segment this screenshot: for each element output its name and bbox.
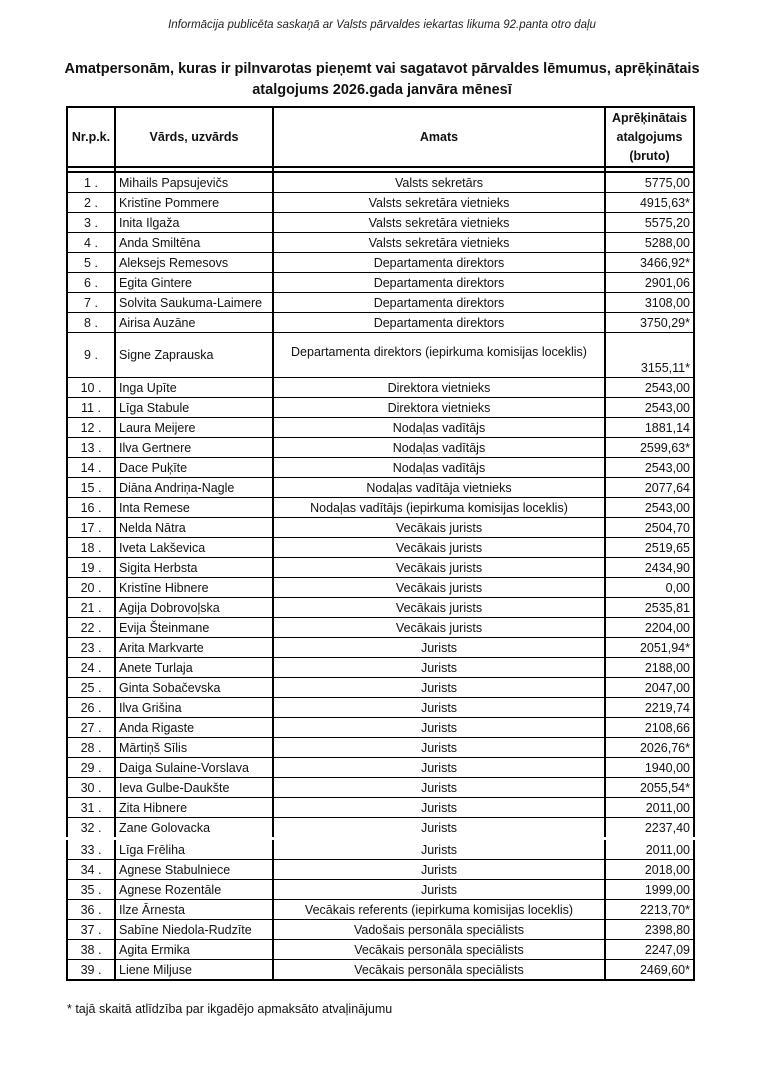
row-name: Inga Upīte <box>115 378 273 398</box>
header-position: Amats <box>273 107 605 167</box>
row-name: Līga Stabule <box>115 398 273 418</box>
row-name: Evija Šteinmane <box>115 618 273 638</box>
row-number: 13 . <box>67 438 115 458</box>
row-number: 21 . <box>67 598 115 618</box>
row-salary: 1881,14 <box>605 418 694 438</box>
row-number: 31 . <box>67 798 115 818</box>
row-salary: 3466,92* <box>605 253 694 273</box>
row-position: Departamenta direktors (iepirkuma komisijas loceklis) <box>273 333 605 378</box>
row-position: Jurists <box>273 818 605 839</box>
row-salary: 2011,00 <box>605 798 694 818</box>
row-position: Departamenta direktors <box>273 313 605 333</box>
table-header-row <box>67 107 694 167</box>
row-number: 36 . <box>67 900 115 920</box>
document-subtitle: Informācija publicēta saskaņā ar Valsts pārvaldes iekartas likuma 92.panta otro daļu <box>168 19 596 31</box>
row-position: Vecākais referents (iepirkuma komisijas loceklis) <box>273 900 605 920</box>
row-position: Jurists <box>273 678 605 698</box>
row-salary: 2247,09 <box>605 940 694 960</box>
row-salary: 2543,00 <box>605 498 694 518</box>
row-position: Nodaļas vadītājs (iepirkuma komisijas loceklis) <box>273 498 605 518</box>
row-name: Anda Smiltēna <box>115 233 273 253</box>
row-name: Inta Remese <box>115 498 273 518</box>
row-salary: 2535,81 <box>605 598 694 618</box>
row-name: Agnese Rozentāle <box>115 880 273 900</box>
table-row <box>67 378 694 398</box>
row-name: Ieva Gulbe-Daukšte <box>115 778 273 798</box>
row-salary: 2011,00 <box>605 839 694 860</box>
row-position: Vecākais jurists <box>273 598 605 618</box>
table-body <box>67 167 694 980</box>
row-name: Ginta Sobačevska <box>115 678 273 698</box>
row-name: Ilze Ārnesta <box>115 900 273 920</box>
row-position: Nodaļas vadītāja vietnieks <box>273 478 605 498</box>
row-salary: 3108,00 <box>605 293 694 313</box>
table-row <box>67 458 694 478</box>
row-position: Vecākais jurists <box>273 558 605 578</box>
row-position: Vecākais jurists <box>273 518 605 538</box>
row-name: Zane Golovacka <box>115 818 273 839</box>
row-name: Anda Rigaste <box>115 718 273 738</box>
row-number: 29 . <box>67 758 115 778</box>
header-salary <box>605 107 694 167</box>
row-name: Iveta Lakševica <box>115 538 273 558</box>
row-position: Valsts sekretāra vietnieks <box>273 233 605 253</box>
row-salary: 2519,65 <box>605 538 694 558</box>
row-name: Laura Meijere <box>115 418 273 438</box>
table-row <box>67 738 694 758</box>
row-salary: 2398,80 <box>605 920 694 940</box>
row-salary: 2051,94* <box>605 638 694 658</box>
row-number: 16 . <box>67 498 115 518</box>
table-row <box>67 538 694 558</box>
table-row <box>67 900 694 920</box>
row-name: Sigita Herbsta <box>115 558 273 578</box>
row-name: Kristīne Pommere <box>115 193 273 213</box>
row-name: Zita Hibnere <box>115 798 273 818</box>
row-salary: 2599,63* <box>605 438 694 458</box>
row-number: 39 . <box>67 960 115 981</box>
row-salary: 2237,40 <box>605 818 694 839</box>
table-row <box>67 638 694 658</box>
row-number: 38 . <box>67 940 115 960</box>
row-salary: 5288,00 <box>605 233 694 253</box>
row-salary: 2018,00 <box>605 860 694 880</box>
row-number: 2 . <box>67 193 115 213</box>
row-name: Signe Zaprauska <box>115 333 273 378</box>
table-row <box>67 839 694 860</box>
row-name: Dace Puķīte <box>115 458 273 478</box>
table-row <box>67 880 694 900</box>
row-name: Daiga Sulaine-Vorslava <box>115 758 273 778</box>
row-position: Direktora vietnieks <box>273 398 605 418</box>
document-title: Amatpersonām, kuras ir pilnvarotas pieņemt vai sagatavot pārvaldes lēmumus, aprēķinātais atalgojums 2026.gada janvāra mēnesī <box>64 61 700 98</box>
row-position: Jurists <box>273 860 605 880</box>
row-number: 37 . <box>67 920 115 940</box>
row-number: 27 . <box>67 718 115 738</box>
row-name: Airisa Auzāne <box>115 313 273 333</box>
row-position: Jurists <box>273 758 605 778</box>
row-number: 17 . <box>67 518 115 538</box>
table-row <box>67 193 694 213</box>
row-salary: 2543,00 <box>605 458 694 478</box>
row-position: Valsts sekretāra vietnieks <box>273 193 605 213</box>
row-name: Līga Frēliha <box>115 839 273 860</box>
row-position: Vecākais jurists <box>273 538 605 558</box>
row-number: 10 . <box>67 378 115 398</box>
row-position: Jurists <box>273 698 605 718</box>
table-row <box>67 598 694 618</box>
row-number: 15 . <box>67 478 115 498</box>
row-name: Diāna Andriņa-Nagle <box>115 478 273 498</box>
row-number: 20 . <box>67 578 115 598</box>
table-row <box>67 498 694 518</box>
row-number: 1 . <box>67 172 115 193</box>
row-number: 26 . <box>67 698 115 718</box>
row-salary: 2204,00 <box>605 618 694 638</box>
row-salary: 2026,76* <box>605 738 694 758</box>
row-position: Jurists <box>273 638 605 658</box>
row-salary: 2213,70* <box>605 900 694 920</box>
row-number: 18 . <box>67 538 115 558</box>
row-name: Aleksejs Remesovs <box>115 253 273 273</box>
row-position: Nodaļas vadītājs <box>273 438 605 458</box>
row-name: Sabīne Niedola-Rudzīte <box>115 920 273 940</box>
row-position: Jurists <box>273 718 605 738</box>
row-salary: 2434,90 <box>605 558 694 578</box>
row-salary: 2543,00 <box>605 398 694 418</box>
row-number: 3 . <box>67 213 115 233</box>
row-name: Kristīne Hibnere <box>115 578 273 598</box>
row-number: 11 . <box>67 398 115 418</box>
row-number: 30 . <box>67 778 115 798</box>
row-name: Inita Ilgaža <box>115 213 273 233</box>
row-salary: 2543,00 <box>605 378 694 398</box>
row-number: 25 . <box>67 678 115 698</box>
row-position: Departamenta direktors <box>273 273 605 293</box>
table-row <box>67 798 694 818</box>
row-name: Nelda Nātra <box>115 518 273 538</box>
table-row <box>67 253 694 273</box>
row-position: Jurists <box>273 798 605 818</box>
row-position: Valsts sekretārs <box>273 172 605 193</box>
row-salary: 2108,66 <box>605 718 694 738</box>
row-position: Valsts sekretāra vietnieks <box>273 213 605 233</box>
table-row <box>67 818 694 839</box>
row-name: Mihails Papsujevičs <box>115 172 273 193</box>
row-position: Vecākais jurists <box>273 618 605 638</box>
row-number: 28 . <box>67 738 115 758</box>
table-row <box>67 398 694 418</box>
table-row <box>67 213 694 233</box>
row-name: Liene Miljuse <box>115 960 273 981</box>
table-row <box>67 558 694 578</box>
table-row <box>67 718 694 738</box>
table-row <box>67 233 694 253</box>
row-number: 32 . <box>67 818 115 839</box>
header-name: Vārds, uzvārds <box>115 107 273 167</box>
row-name: Agnese Stabulniece <box>115 860 273 880</box>
row-salary: 0,00 <box>605 578 694 598</box>
row-salary: 2055,54* <box>605 778 694 798</box>
row-position: Vadošais personāla speciālists <box>273 920 605 940</box>
table-row <box>67 478 694 498</box>
table-row <box>67 578 694 598</box>
footnote: * tajā skaitā atlīdzība par ikgadējo apmaksāto atvaļinājumu <box>67 1002 393 1016</box>
row-position: Jurists <box>273 658 605 678</box>
table-row <box>67 438 694 458</box>
row-number: 4 . <box>67 233 115 253</box>
row-number: 19 . <box>67 558 115 578</box>
row-number: 33 . <box>67 839 115 860</box>
row-salary: 2901,06 <box>605 273 694 293</box>
row-salary: 2047,00 <box>605 678 694 698</box>
row-position: Direktora vietnieks <box>273 378 605 398</box>
table-row <box>67 418 694 438</box>
table-row <box>67 678 694 698</box>
row-name: Ilva Gertnere <box>115 438 273 458</box>
table-row <box>67 758 694 778</box>
row-salary: 2219,74 <box>605 698 694 718</box>
row-position: Vecākais jurists <box>273 578 605 598</box>
table-row <box>67 313 694 333</box>
row-position: Departamenta direktors <box>273 253 605 273</box>
row-number: 22 . <box>67 618 115 638</box>
row-salary: 4915,63* <box>605 193 694 213</box>
row-number: 7 . <box>67 293 115 313</box>
table-row <box>67 940 694 960</box>
row-salary: 2469,60* <box>605 960 694 981</box>
row-salary: 1999,00 <box>605 880 694 900</box>
table-row <box>67 658 694 678</box>
table-row <box>67 333 694 378</box>
row-number: 8 . <box>67 313 115 333</box>
row-number: 5 . <box>67 253 115 273</box>
table-row <box>67 618 694 638</box>
row-name: Ilva Grišina <box>115 698 273 718</box>
row-number: 34 . <box>67 860 115 880</box>
row-name: Arita Markvarte <box>115 638 273 658</box>
row-number: 14 . <box>67 458 115 478</box>
table-row <box>67 293 694 313</box>
row-number: 24 . <box>67 658 115 678</box>
row-salary: 5775,00 <box>605 172 694 193</box>
row-position: Departamenta direktors <box>273 293 605 313</box>
table-row <box>67 172 694 193</box>
row-position: Nodaļas vadītājs <box>273 458 605 478</box>
table-row <box>67 860 694 880</box>
row-name: Egita Gintere <box>115 273 273 293</box>
header-salary-label: Aprēķinātais atalgojums (bruto) <box>611 110 688 163</box>
row-salary: 3750,29* <box>605 313 694 333</box>
table-row <box>67 273 694 293</box>
row-number: 9 . <box>67 333 115 378</box>
row-number: 12 . <box>67 418 115 438</box>
row-name: Solvita Saukuma-Laimere <box>115 293 273 313</box>
row-position: Jurists <box>273 738 605 758</box>
row-position: Jurists <box>273 778 605 798</box>
header-nr: Nr.p.k. <box>67 107 115 167</box>
table-row <box>67 920 694 940</box>
row-salary: 5575,20 <box>605 213 694 233</box>
row-number: 6 . <box>67 273 115 293</box>
row-salary: 2504,70 <box>605 518 694 538</box>
row-name: Anete Turlaja <box>115 658 273 678</box>
row-name: Mārtiņš Sīlis <box>115 738 273 758</box>
row-salary: 2077,64 <box>605 478 694 498</box>
table-row <box>67 698 694 718</box>
row-name: Agita Ermika <box>115 940 273 960</box>
row-number: 23 . <box>67 638 115 658</box>
salary-table <box>66 106 695 981</box>
row-salary: 1940,00 <box>605 758 694 778</box>
row-position: Nodaļas vadītājs <box>273 418 605 438</box>
row-position: Vecākais personāla speciālists <box>273 940 605 960</box>
row-name: Agija Dobrovoļska <box>115 598 273 618</box>
row-position: Jurists <box>273 880 605 900</box>
row-number: 35 . <box>67 880 115 900</box>
table-row <box>67 778 694 798</box>
row-position: Jurists <box>273 839 605 860</box>
row-position: Vecākais personāla speciālists <box>273 960 605 981</box>
table-row <box>67 518 694 538</box>
row-salary: 3155,11* <box>605 333 694 378</box>
table-row <box>67 960 694 981</box>
row-salary: 2188,00 <box>605 658 694 678</box>
